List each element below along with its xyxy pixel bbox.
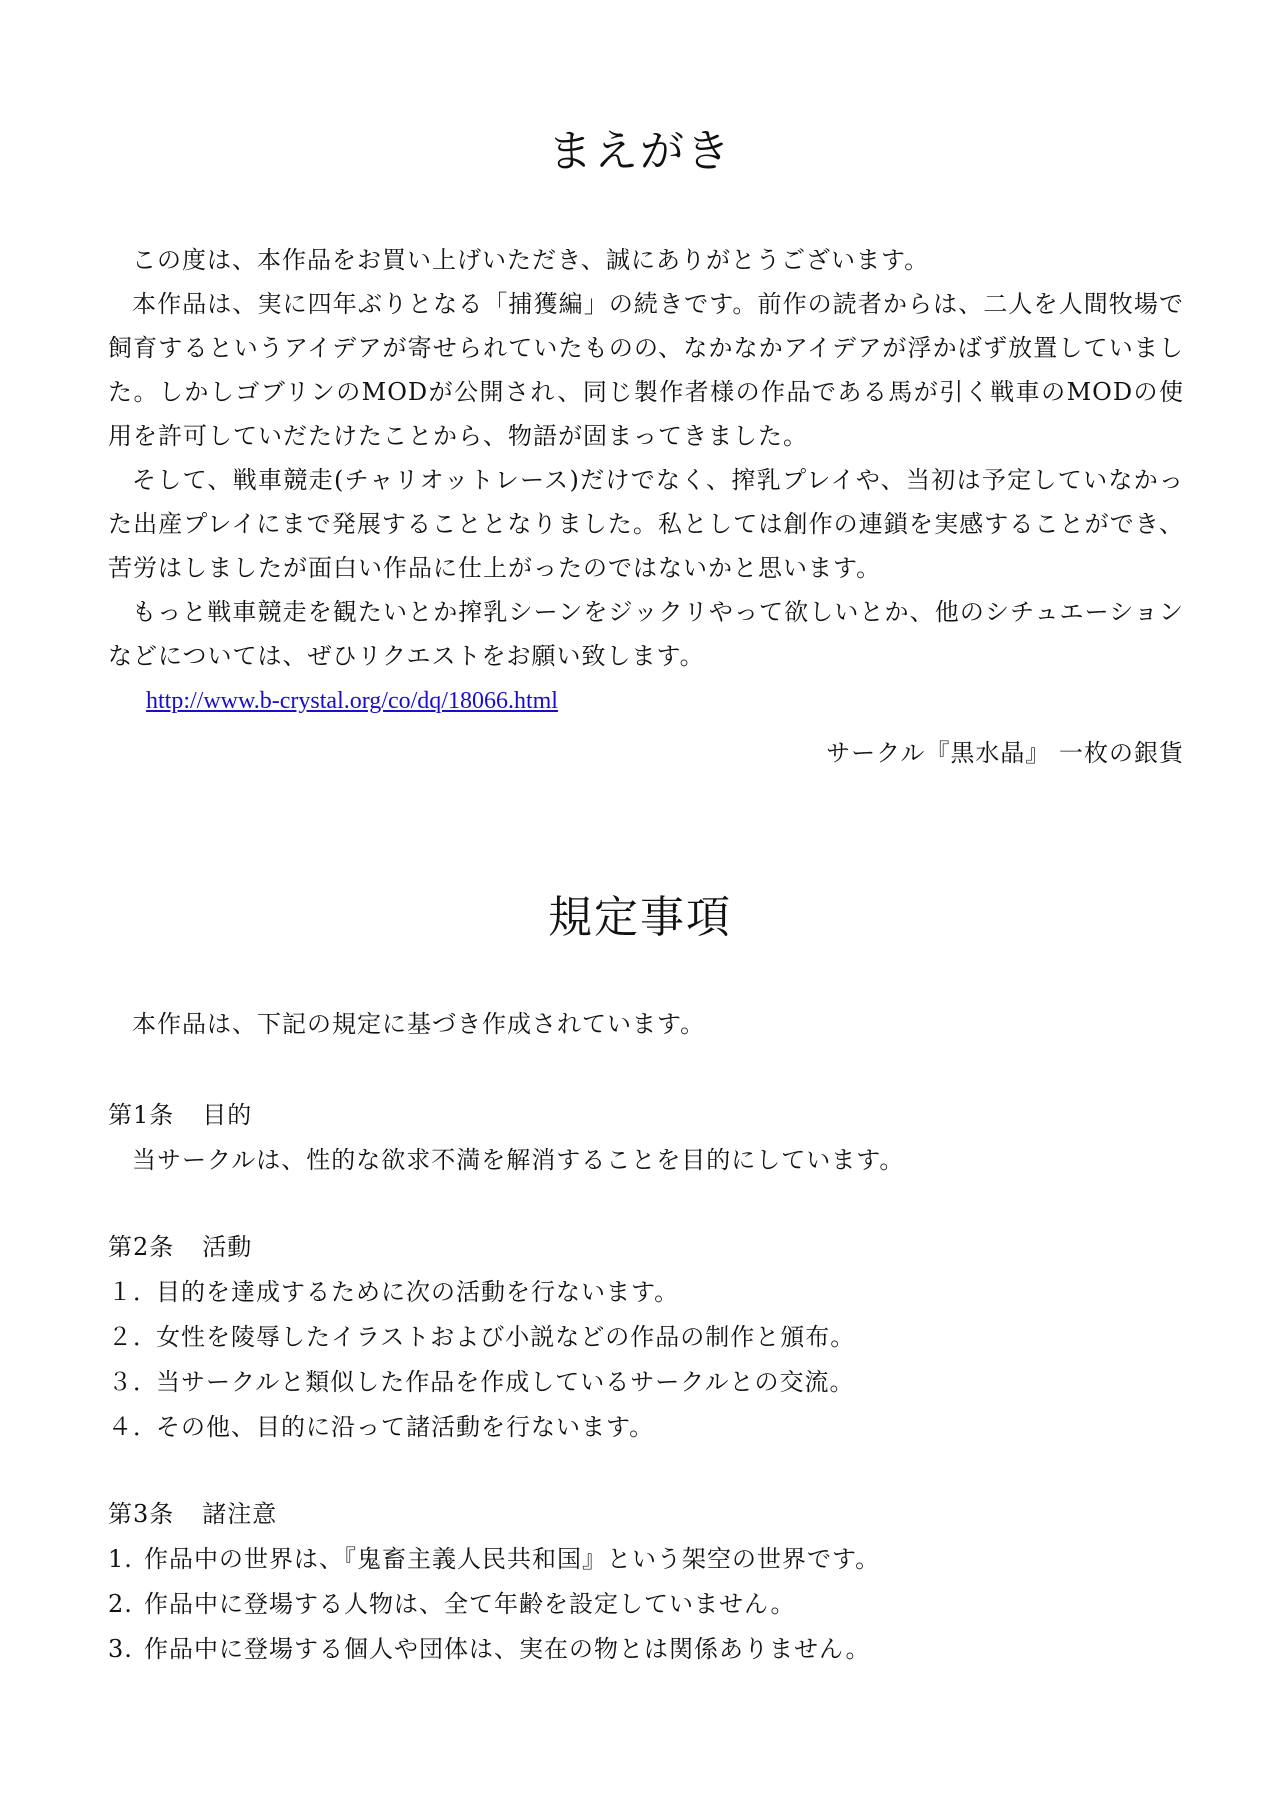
article-3 [108,1492,1184,1672]
list-text: その他、目的に沿って諸活動を行ないます。 [156,1413,655,1441]
preface-paragraph: もっと戦車競走を観たいとか搾乳シーンをジックリやって欲しいとか、他のシチュエーションなどについては、ぜひリクエストをお願い致します。 [108,598,1184,670]
article-title: 諸注意 [202,1500,278,1528]
article-heading [108,1492,1184,1537]
article-number: 第2条 [108,1233,175,1261]
list-text: 目的を達成するために次の活動を行ないます。 [156,1278,680,1306]
list-text: 当サークルと類似した作品を作成しているサークルとの交流。 [156,1368,855,1396]
list-index: 3. [108,1635,133,1663]
list-item [108,1270,1184,1315]
preface-paragraph: そして、戦車競走(チャリオットレース)だけでなく、搾乳プレイや、当初は予定していなかった出産プレイにまで発展することとなりました。私としては創作の連鎖を実感することができ、苦労はしましたが面白い作品に仕上がったのではないかと思います。 [108,466,1184,582]
article-number: 第3条 [108,1500,175,1528]
notice-list [108,1537,1184,1672]
article-number: 第1条 [108,1101,175,1129]
rules-title: 規定事項 [548,892,732,943]
request-link[interactable]: http://www.b-crystal.org/co/dq/18066.html [146,688,558,714]
list-text: 作品中の世界は、『鬼畜主義人民共和国』という架空の世界です。 [144,1545,881,1573]
preface-paragraph: 本作品は、実に四年ぶりとなる「捕獲編」の続きです。前作の読者からは、二人を人間牧場で飼育するというアイデアが寄せられていたものの、なかなかアイデアが浮かばず放置していました。しかしゴブリンのMODが公開され、同じ製作者様の作品である馬が引く戦車のMODの使用を許可していだたけたことから、物語が固まってきました。 [108,290,1184,450]
list-item [108,1360,1184,1405]
list-index: ４． [108,1413,158,1441]
list-item [108,1315,1184,1360]
list-index: 1. [108,1545,133,1573]
article-2 [108,1225,1184,1450]
article-1 [108,1093,1184,1183]
activity-list [108,1270,1184,1450]
rules-body [108,1002,1184,1714]
list-index: ２． [108,1323,158,1351]
list-text: 作品中に登場する個人や団体は、実在の物とは関係ありません。 [144,1635,871,1663]
list-index: １． [108,1278,158,1306]
author-signature: サークル『黒水晶』 一枚の銀貨 [826,739,1184,767]
article-title: 活動 [202,1233,253,1261]
preface-title: まえがき [548,126,732,177]
article-heading [108,1225,1184,1270]
article-title: 目的 [202,1101,253,1129]
article-heading [108,1093,1184,1138]
list-item [108,1537,1184,1582]
preface-paragraph: この度は、本作品をお買い上げいただき、誠にありがとうございます。 [132,246,930,274]
rules-intro: 本作品は、下記の規定に基づき作成されています。 [132,1010,706,1038]
preface-body [108,238,1184,778]
list-item [108,1582,1184,1627]
list-index: 2. [108,1590,133,1618]
list-text: 女性を陵辱したイラストおよび小説などの作品の制作と頒布。 [156,1323,856,1351]
list-index: ３． [108,1368,158,1396]
list-text: 作品中に登場する人物は、全て年齢を設定していません。 [144,1590,796,1618]
list-item [108,1627,1184,1672]
list-item [108,1405,1184,1450]
article-text: 当サークルは、性的な欲求不満を解消することを目的にしています。 [132,1146,905,1174]
